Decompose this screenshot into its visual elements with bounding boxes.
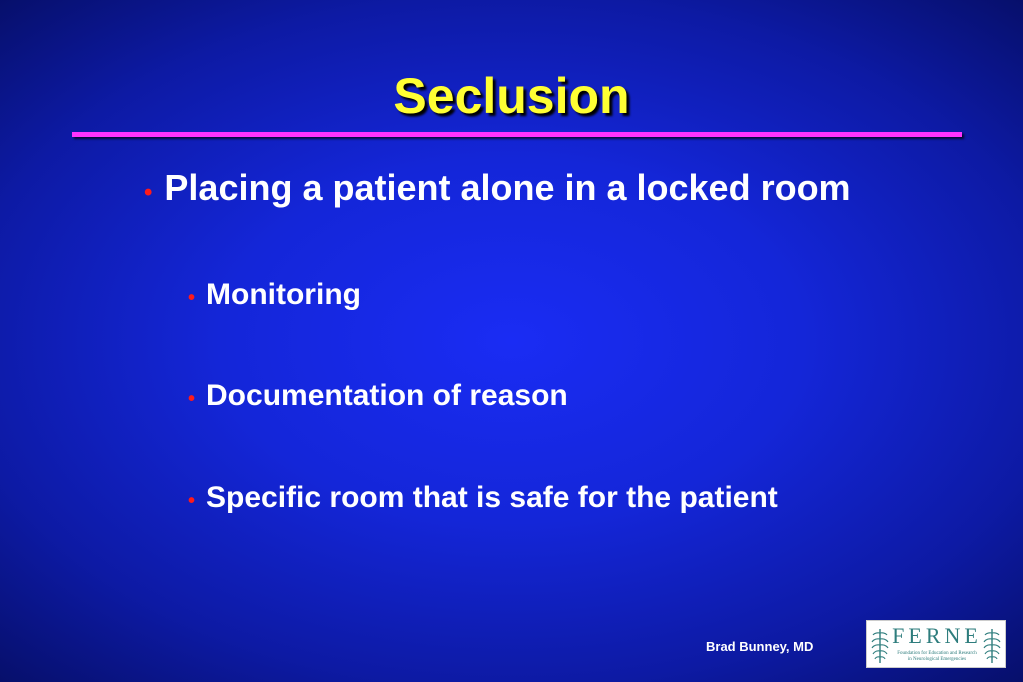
sub-bullet-text: Monitoring: [206, 278, 361, 311]
sub-bullet-specific-room: [188, 478, 778, 521]
main-bullet: [144, 164, 851, 217]
slide-title: Seclusion: [393, 68, 630, 124]
bullet-icon: •: [144, 179, 153, 206]
bullet-icon: •: [188, 490, 196, 512]
sub-bullet-text: Documentation of reason: [206, 379, 568, 412]
sub-bullet-documentation: [188, 376, 568, 419]
ferne-logo: [866, 620, 1006, 668]
main-bullet-text: Placing a patient alone in a locked room: [164, 167, 851, 208]
bullet-icon: •: [188, 287, 196, 309]
logo-wordmark: FERNE: [892, 623, 982, 648]
fern-leaf-icon: [983, 625, 1001, 665]
sub-bullet-text: Specific room that is safe for the patient: [206, 481, 778, 514]
logo-subtitle: Foundation for Education and Research in Neurological Emergencies: [897, 651, 977, 662]
sub-bullet-monitoring: [188, 275, 361, 318]
footer-author: Brad Bunney, MD: [706, 639, 814, 654]
bullet-icon: •: [188, 388, 196, 410]
title-divider: [72, 132, 962, 137]
